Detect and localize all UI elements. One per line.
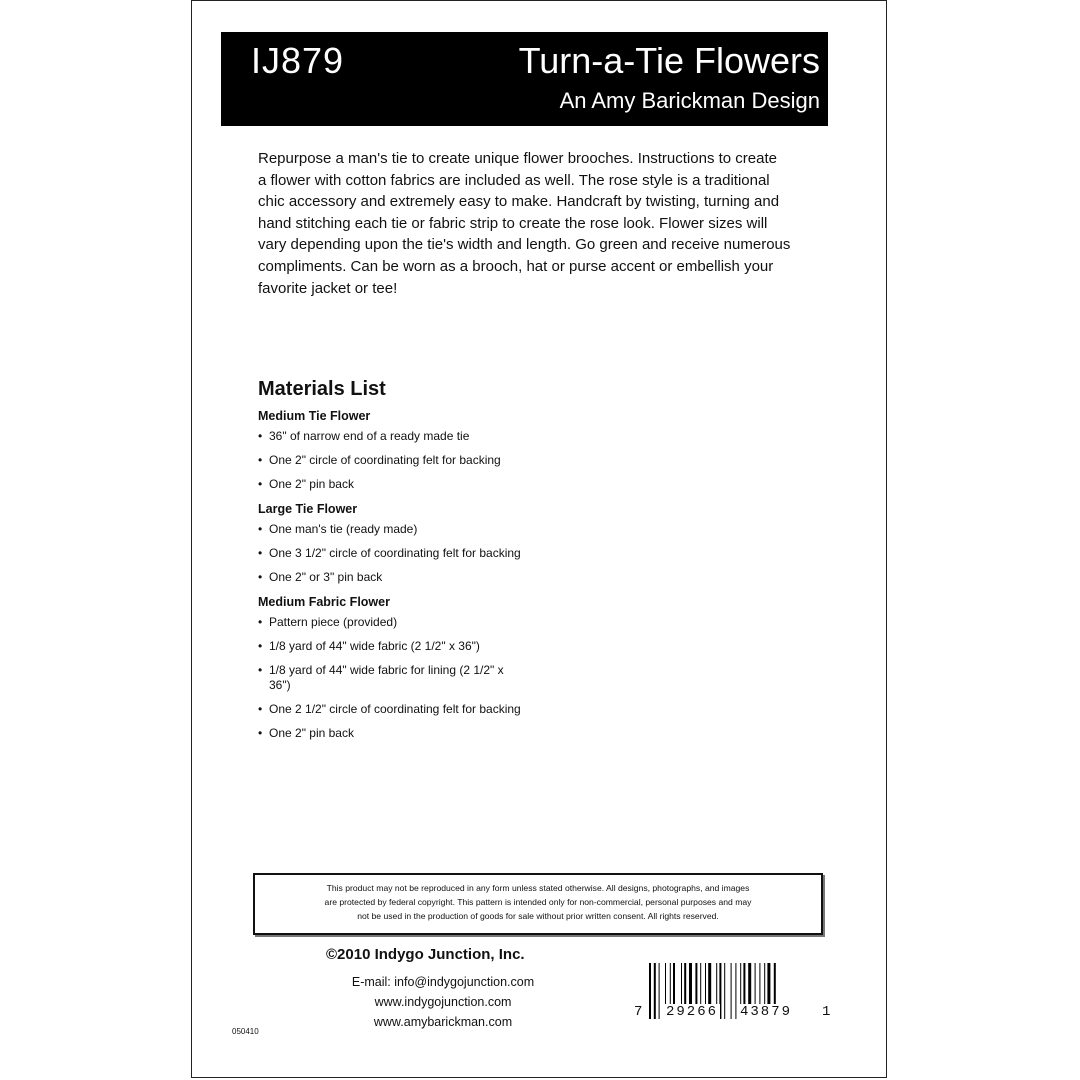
contact-info: [310, 972, 576, 1032]
document-number: 050410: [232, 1027, 259, 1036]
pattern-code: IJ879: [251, 40, 345, 81]
copyright-line: not be used in the production of goods for sale without prior written consent. All rights reserved.: [357, 911, 719, 921]
material-item: • 36" of narrow end of a ready made tie: [258, 429, 818, 444]
material-group-medium-fabric: [258, 595, 818, 741]
material-group-large-tie: [258, 502, 818, 585]
intro-line: vary depending upon the tie's width and length. Go green and receive numerous: [258, 236, 791, 254]
copyright-notice: [253, 873, 823, 935]
material-item: • One 2" pin back: [258, 726, 818, 741]
designer-credit: An Amy Barickman Design: [559, 88, 820, 113]
intro-line: a flower with cotton fabrics are included as well. The rose style is a traditional: [258, 171, 770, 189]
copyright-line: are protected by federal copyright. This pattern is intended only for non-commercial, personal purposes and may: [324, 897, 752, 907]
website-link[interactable]: www.indygojunction.com: [374, 995, 512, 1009]
material-item: • One 2 1/2" circle of coordinating felt for backing: [258, 702, 818, 717]
barcode-group-2: 43879: [740, 1004, 793, 1020]
material-item: • 1/8 yard of 44" wide fabric (2 1/2" x 36"): [258, 639, 818, 654]
pattern-title: Turn-a-Tie Flowers: [518, 40, 820, 81]
material-item: • One 2" or 3" pin back: [258, 570, 818, 585]
copyright-line: This product may not be reproduced in any form unless stated otherwise. All designs, photographs, and images: [326, 883, 750, 893]
website-link[interactable]: www.amybarickman.com: [373, 1015, 513, 1029]
material-item: • One 3 1/2" circle of coordinating felt for backing: [258, 546, 818, 561]
material-item: • 1/8 yard of 44" wide fabric for lining (2 1/2" x 36"): [258, 663, 509, 693]
intro-line: hand stitching each tie or fabric strip to create the rose look. Flower sizes will: [258, 214, 768, 232]
materials-heading: Materials List: [258, 378, 386, 400]
material-item: • One 2" circle of coordinating felt for backing: [258, 453, 818, 468]
header-banner: [221, 32, 828, 126]
barcode-digit-left: 7: [634, 1004, 643, 1020]
group-heading: Medium Tie Flower: [258, 409, 371, 423]
barcode-digit-right: 1: [822, 1004, 831, 1020]
intro-line: chic accessory and extremely easy to make. Handcraft by twisting, turning and: [258, 193, 780, 211]
material-item: • One man's tie (ready made): [258, 522, 818, 537]
group-heading: Large Tie Flower: [258, 502, 358, 516]
intro-line: favorite jacket or tee!: [258, 279, 398, 297]
email-link[interactable]: E-mail: info@indygojunction.com: [351, 975, 535, 989]
material-group-medium-tie: [258, 409, 818, 492]
group-heading: Medium Fabric Flower: [258, 595, 390, 609]
material-item: • One 2" pin back: [258, 477, 818, 492]
intro-line: Repurpose a man's tie to create unique flower brooches. Instructions to create: [258, 150, 777, 167]
intro-paragraph: [258, 148, 828, 299]
company-copyright: ©2010 Indygo Junction, Inc.: [326, 946, 525, 963]
materials-list: [258, 378, 818, 751]
barcode-group-1: 29266: [666, 1004, 719, 1020]
intro-line: compliments. Can be worn as a brooch, hat or purse accent or embellish your: [258, 257, 774, 275]
material-item: • Pattern piece (provided): [258, 615, 818, 630]
